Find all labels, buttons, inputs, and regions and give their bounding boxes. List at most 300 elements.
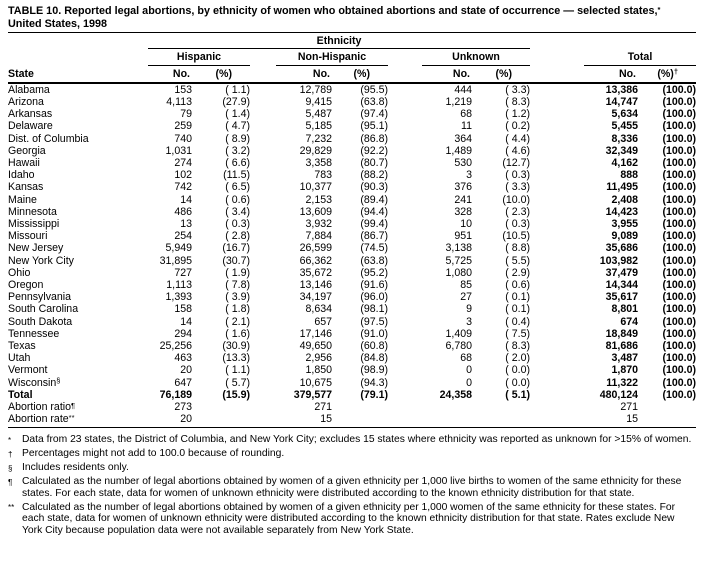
value-cell: ( 8.3)	[505, 96, 531, 108]
table-title-line2: United States, 1998	[8, 17, 108, 30]
value-cell: (100.0)	[662, 157, 697, 170]
value-cell: 2,956	[305, 352, 332, 365]
value-cell: (100.0)	[662, 279, 697, 292]
ethnicity-spanner-row	[8, 34, 696, 49]
table-body	[8, 83, 696, 428]
footnote-dagger	[8, 448, 696, 460]
value-cell: 17,146	[299, 327, 332, 340]
value-cell: ( 8.3)	[505, 340, 531, 353]
value-cell: ( 5.7)	[225, 376, 250, 389]
value-cell: ( 0.6)	[505, 279, 531, 292]
state-cell	[8, 83, 148, 96]
value-cell	[472, 413, 530, 428]
value-cell: 6,780	[445, 340, 472, 353]
state-label: South Carolina	[8, 303, 79, 316]
value-cell: (95.5)	[360, 83, 388, 96]
state-cell	[8, 181, 148, 193]
value-cell: ( 1.2)	[505, 108, 531, 121]
value-cell: 14	[180, 315, 192, 328]
value-cell: (100.0)	[662, 169, 697, 182]
state-cell	[8, 255, 148, 267]
value-cell: 1,393	[165, 291, 192, 304]
state-label: Minnesota	[8, 205, 57, 218]
state-label: Ohio	[8, 266, 31, 279]
value-cell: (100.0)	[662, 83, 697, 96]
value-cell: 7,884	[305, 230, 332, 243]
value-cell: (100.0)	[662, 242, 697, 255]
value-cell: ( 5.5)	[505, 254, 531, 267]
value-cell: ( 7.8)	[225, 279, 250, 292]
value-cell: ( 1.4)	[225, 108, 250, 121]
table-row	[8, 352, 696, 364]
state-label: Mississippi	[8, 218, 60, 231]
title-rule	[8, 32, 696, 33]
value-cell: 12,789	[299, 83, 332, 96]
group-header-hispanic	[148, 49, 250, 66]
group-label: Total	[584, 51, 696, 65]
value-cell: (100.0)	[662, 218, 697, 231]
group-label: Unknown	[422, 51, 530, 65]
value-cell: 9,089	[611, 230, 639, 243]
table-row	[8, 120, 696, 132]
value-cell: (30.7)	[222, 254, 250, 267]
value-cell: 79	[180, 108, 192, 121]
value-cell: ( 4.6)	[505, 144, 531, 157]
value-cell: ( 4.4)	[505, 132, 531, 145]
value-cell: 14,747	[605, 96, 639, 108]
state-cell	[8, 218, 148, 230]
state-cell	[8, 157, 148, 169]
value-cell: ( 5.1)	[505, 388, 531, 401]
value-cell: 13	[180, 218, 192, 231]
value-cell: ( 3.4)	[225, 205, 250, 218]
value-cell: 1,870	[611, 364, 639, 377]
value-cell: ( 7.5)	[505, 327, 531, 340]
value-cell: 66,362	[299, 254, 332, 267]
state-label: Maine	[8, 193, 37, 206]
value-cell: 15	[250, 413, 332, 428]
value-cell: 5,185	[305, 120, 332, 133]
value-cell: (100.0)	[662, 120, 697, 133]
value-cell: (86.8)	[360, 132, 388, 145]
value-cell: (11.5)	[223, 169, 250, 182]
value-cell: ( 0.0)	[505, 364, 531, 377]
value-cell: 727	[174, 266, 192, 279]
value-cell: (99.4)	[360, 218, 388, 231]
state-label: Missouri	[8, 230, 48, 243]
value-cell: (90.3)	[360, 181, 388, 194]
value-cell: 5,949	[165, 242, 192, 255]
state-cell	[8, 352, 148, 364]
value-cell: 4,113	[166, 96, 192, 108]
value-cell: (100.0)	[662, 96, 697, 108]
value-cell: ( 1.8)	[225, 303, 250, 316]
value-cell: (100.0)	[662, 364, 697, 377]
value-cell: (95.2)	[360, 266, 388, 279]
value-cell: 3,932	[305, 218, 332, 231]
footnote-text: Percentages might not add to 100.0 because of rounding.	[22, 448, 285, 460]
value-cell: 2,153	[305, 193, 332, 206]
value-cell: 259	[174, 120, 192, 133]
state-cell	[8, 328, 148, 340]
value-cell: 364	[454, 132, 472, 145]
value-cell: ( 0.3)	[225, 218, 250, 231]
value-cell: 1,489	[445, 144, 472, 157]
value-cell: (100.0)	[662, 108, 697, 121]
value-cell: 158	[174, 303, 192, 316]
value-cell: (98.1)	[360, 303, 388, 316]
value-cell: ( 0.1)	[505, 303, 531, 316]
value-cell: 34,197	[299, 291, 332, 304]
state-label: Vermont	[8, 364, 48, 377]
value-cell: ( 0.6)	[225, 193, 250, 206]
table-row	[8, 364, 696, 376]
value-cell: (97.5)	[360, 315, 388, 328]
value-cell: (94.4)	[360, 205, 388, 218]
state-cell	[8, 206, 148, 218]
non-hispanic-pct-header: (%)	[332, 66, 388, 83]
value-cell: 11,495	[606, 181, 639, 194]
value-cell: 68	[460, 108, 472, 121]
value-cell: 274	[174, 157, 192, 170]
value-cell: 486	[174, 205, 192, 218]
value-cell: ( 2.1)	[225, 315, 250, 328]
value-cell: 85	[460, 279, 472, 292]
value-cell: (100.0)	[662, 327, 697, 340]
value-cell: 1,219	[445, 96, 472, 108]
footnote-text: Calculated as the number of legal abortions obtained by women of a given ethnicity per 1,000 live births to women of the same ethnicity for these states. For each state, data for women of unknown ethnicity were distributed according to the known ethnicity distribution for that state.	[22, 476, 682, 500]
value-cell: 4,162	[611, 157, 639, 170]
value-cell: ( 3.3)	[505, 83, 531, 96]
table-row	[8, 230, 696, 242]
value-cell: (100.0)	[662, 205, 697, 218]
ethnicity-spanner: Ethnicity	[148, 34, 530, 49]
value-cell: 3	[466, 169, 472, 182]
value-cell: 153	[174, 83, 192, 96]
value-cell: 37,479	[605, 266, 639, 279]
state-cell	[8, 377, 148, 389]
state-label: Delaware	[8, 120, 53, 133]
table-row	[8, 303, 696, 315]
state-label: Georgia	[8, 144, 46, 157]
footnote-text: Data from 23 states, the District of Columbia, and New York City; excludes 15 states where ethnicity was reported as unknown for >15% of women.	[22, 434, 692, 446]
state-label: South Dakota	[8, 315, 73, 328]
value-cell: 5,634	[611, 108, 639, 121]
footnote-marker: ¶	[8, 477, 13, 487]
value-cell: (27.9)	[222, 96, 250, 108]
value-cell	[332, 413, 388, 428]
table-row	[8, 255, 696, 267]
state-cell	[8, 401, 148, 413]
state-cell	[8, 413, 148, 428]
value-cell: ( 8.8)	[505, 242, 531, 255]
state-cell	[8, 291, 148, 303]
value-cell: 13,386	[605, 83, 639, 96]
value-cell: 480,124	[599, 388, 639, 401]
table-row	[8, 157, 696, 169]
value-cell: (100.0)	[662, 193, 697, 206]
spacer-cell	[8, 49, 148, 66]
table-row	[8, 206, 696, 218]
value-cell: 328	[454, 205, 472, 218]
value-cell: 20	[180, 364, 192, 377]
value-cell: 9,415	[305, 96, 332, 108]
state-label: Abortion rate	[8, 413, 69, 426]
value-cell: 1,113	[166, 279, 192, 292]
state-cell	[8, 194, 148, 206]
unknown-pct-header: (%)	[472, 66, 530, 83]
footnote-asterisk	[8, 434, 696, 446]
footnote-marker: §	[56, 376, 61, 386]
value-cell: 14,344	[605, 279, 639, 292]
value-cell: (63.8)	[360, 96, 388, 108]
total-no-header: No.	[530, 66, 638, 83]
value-cell: 1,031	[165, 144, 192, 157]
value-cell: 14	[180, 193, 192, 206]
value-cell: (97.4)	[360, 108, 388, 121]
value-cell: (100.0)	[662, 291, 697, 304]
value-cell: 657	[314, 315, 332, 328]
state-label: Kansas	[8, 181, 44, 194]
value-cell: 271	[620, 401, 639, 414]
state-label: Abortion ratio	[8, 401, 72, 414]
value-cell: ( 1.9)	[225, 266, 250, 279]
value-cell: ( 3.3)	[505, 181, 531, 194]
value-cell	[388, 413, 472, 428]
table-row	[8, 267, 696, 279]
table-row	[8, 242, 696, 254]
state-cell	[8, 120, 148, 132]
value-cell	[638, 413, 696, 428]
value-cell: (100.0)	[662, 181, 697, 194]
table-row	[8, 133, 696, 145]
value-cell: 376	[454, 181, 472, 194]
value-cell: 1,080	[445, 266, 472, 279]
state-cell	[8, 145, 148, 157]
value-cell: 444	[454, 83, 472, 96]
value-cell: (100.0)	[662, 230, 697, 243]
value-cell: 530	[454, 157, 472, 170]
value-cell: ( 0.2)	[505, 120, 531, 133]
value-cell: (96.0)	[360, 291, 388, 304]
value-cell: (63.8)	[360, 254, 388, 267]
value-cell: (74.5)	[360, 242, 388, 255]
value-cell: (16.7)	[222, 242, 250, 255]
value-cell: ( 1.6)	[225, 327, 250, 340]
footnote-text: Includes residents only.	[22, 462, 129, 474]
value-cell: 76,189	[159, 388, 192, 401]
state-cell	[8, 242, 148, 254]
value-cell: 3,955	[611, 218, 639, 231]
value-cell: 463	[174, 352, 192, 365]
value-cell: ( 0.0)	[505, 376, 531, 389]
value-cell: 8,801	[611, 303, 639, 316]
value-cell	[472, 401, 530, 413]
state-label: Pennsylvania	[8, 291, 72, 304]
value-cell: 674	[620, 315, 639, 328]
value-cell: (100.0)	[662, 340, 697, 353]
value-cell	[332, 401, 388, 413]
state-label: Utah	[8, 352, 31, 365]
value-cell: (10.5)	[502, 230, 531, 243]
state-cell	[8, 340, 148, 352]
value-cell	[388, 401, 472, 413]
footnotes	[8, 434, 696, 537]
value-cell: ( 3.2)	[225, 144, 250, 157]
group-label: Non-Hispanic	[276, 51, 388, 65]
table-row	[8, 401, 696, 413]
value-cell: (100.0)	[662, 388, 697, 401]
value-cell: 3,138	[445, 242, 472, 255]
dagger-footnote-marker: †	[673, 67, 679, 77]
value-cell: 49,650	[299, 340, 332, 353]
value-cell: (86.7)	[360, 230, 388, 243]
value-cell: ( 8.9)	[225, 132, 250, 145]
title-footnote-marker: *	[657, 4, 661, 14]
table-row	[8, 169, 696, 181]
state-label: Oregon	[8, 279, 44, 292]
value-cell: 647	[174, 376, 192, 389]
group-header-unknown	[388, 49, 530, 66]
value-cell: 102	[174, 169, 192, 182]
value-cell: 68	[460, 352, 472, 365]
value-cell: (100.0)	[662, 132, 697, 145]
value-cell: (80.7)	[360, 157, 388, 170]
state-label: Alabama	[8, 83, 50, 96]
state-label: Hawaii	[8, 157, 40, 170]
value-cell: ( 2.3)	[505, 205, 531, 218]
value-cell: ( 1.1)	[225, 364, 250, 377]
table-header	[8, 34, 696, 83]
value-cell: 14,423	[605, 205, 639, 218]
value-cell: 11,322	[606, 376, 639, 389]
total-pct-label: (%)	[657, 67, 674, 80]
value-cell: ( 0.3)	[505, 218, 531, 231]
table-row	[8, 328, 696, 340]
table-row	[8, 279, 696, 291]
value-cell: 13,146	[299, 279, 332, 292]
value-cell: ( 1.1)	[225, 83, 250, 96]
value-cell: 35,686	[605, 242, 639, 255]
value-cell: (84.8)	[360, 352, 388, 365]
value-cell: 10,377	[299, 181, 332, 194]
value-cell: ( 2.9)	[505, 266, 531, 279]
value-cell: 3,487	[611, 352, 639, 365]
state-label: Arkansas	[8, 108, 53, 121]
value-cell: 5,455	[611, 120, 639, 133]
value-cell: (91.6)	[360, 279, 388, 292]
value-cell: 8,634	[305, 303, 332, 316]
value-cell: 81,686	[605, 340, 639, 353]
state-cell	[8, 364, 148, 376]
column-header-row	[8, 66, 696, 83]
table-row	[8, 96, 696, 108]
value-cell: (88.2)	[360, 169, 388, 182]
table-row	[8, 108, 696, 120]
value-cell: 15	[530, 413, 638, 428]
value-cell: 8,336	[611, 132, 639, 145]
state-cell	[8, 303, 148, 315]
value-cell: ( 2.0)	[505, 352, 531, 365]
value-cell: 26,599	[299, 242, 332, 255]
value-cell	[192, 401, 250, 413]
value-cell: (95.1)	[360, 120, 388, 133]
footnote-marker: §	[8, 463, 13, 473]
value-cell: (15.9)	[222, 388, 250, 401]
value-cell: 9	[466, 303, 472, 316]
group-header-row	[8, 49, 696, 66]
value-cell: (89.4)	[360, 193, 388, 206]
value-cell: 0	[466, 376, 472, 389]
value-cell: ( 0.4)	[505, 315, 531, 328]
value-cell: (94.3)	[360, 376, 388, 389]
value-cell: (60.8)	[360, 340, 388, 353]
total-pct-header	[638, 66, 696, 83]
value-cell: 254	[174, 230, 192, 243]
state-cell	[8, 96, 148, 108]
state-label: New York City	[8, 254, 74, 267]
non-hispanic-no-header: No.	[250, 66, 332, 83]
table-row	[8, 194, 696, 206]
state-cell	[8, 267, 148, 279]
footnote-marker: *	[8, 435, 12, 445]
value-cell: ( 6.5)	[225, 181, 250, 194]
footnote-section	[8, 462, 696, 474]
state-cell	[8, 279, 148, 291]
table-row	[8, 181, 696, 193]
value-cell: 10	[460, 218, 472, 231]
state-cell	[8, 389, 148, 401]
value-cell: 32,349	[605, 144, 639, 157]
value-cell: 241	[454, 193, 472, 206]
hispanic-no-header: No.	[148, 66, 192, 83]
value-cell: ( 2.8)	[225, 230, 250, 243]
value-cell: (100.0)	[662, 315, 697, 328]
group-header-total	[530, 49, 696, 66]
footnote-marker: †	[8, 449, 13, 459]
value-cell: ( 0.3)	[505, 169, 531, 182]
value-cell: 5,725	[445, 254, 472, 267]
state-cell	[8, 108, 148, 120]
value-cell: (13.3)	[222, 352, 250, 365]
value-cell: ( 0.1)	[505, 291, 531, 304]
footnote-text: Calculated as the number of legal abortions obtained by women of a given ethnicity per 1,000 women of the same ethnicity for these states. For each state, data for women of unknown ethnicity were distributed according to the known ethnicity distribution for that state. Rates exclude New York City because population data were not available separately from New York State.	[22, 501, 676, 537]
table-row	[8, 83, 696, 96]
value-cell: 3	[466, 315, 472, 328]
value-cell	[192, 413, 250, 428]
value-cell: 3,358	[305, 157, 332, 170]
table-row	[8, 291, 696, 303]
state-label: Total	[8, 388, 33, 401]
value-cell: (91.0)	[360, 327, 388, 340]
value-cell: (100.0)	[662, 303, 697, 316]
abortion-ethnicity-table	[8, 34, 696, 428]
table-row	[8, 145, 696, 157]
value-cell: 103,982	[599, 254, 639, 267]
value-cell: 0	[466, 364, 472, 377]
value-cell: 742	[174, 181, 192, 194]
value-cell: 10,675	[299, 376, 332, 389]
value-cell: ( 3.9)	[225, 291, 250, 304]
state-label: Idaho	[8, 169, 35, 182]
table-row	[8, 413, 696, 428]
value-cell: 294	[174, 327, 192, 340]
footnote-pilcrow	[8, 476, 696, 500]
table-title-text: TABLE 10. Reported legal abortions, by ethnicity of women who obtained abortions and state of occurrence — selected states,	[8, 5, 658, 17]
value-cell: (100.0)	[662, 266, 697, 279]
group-label: Hispanic	[148, 51, 250, 65]
hispanic-pct-header: (%)	[192, 66, 250, 83]
